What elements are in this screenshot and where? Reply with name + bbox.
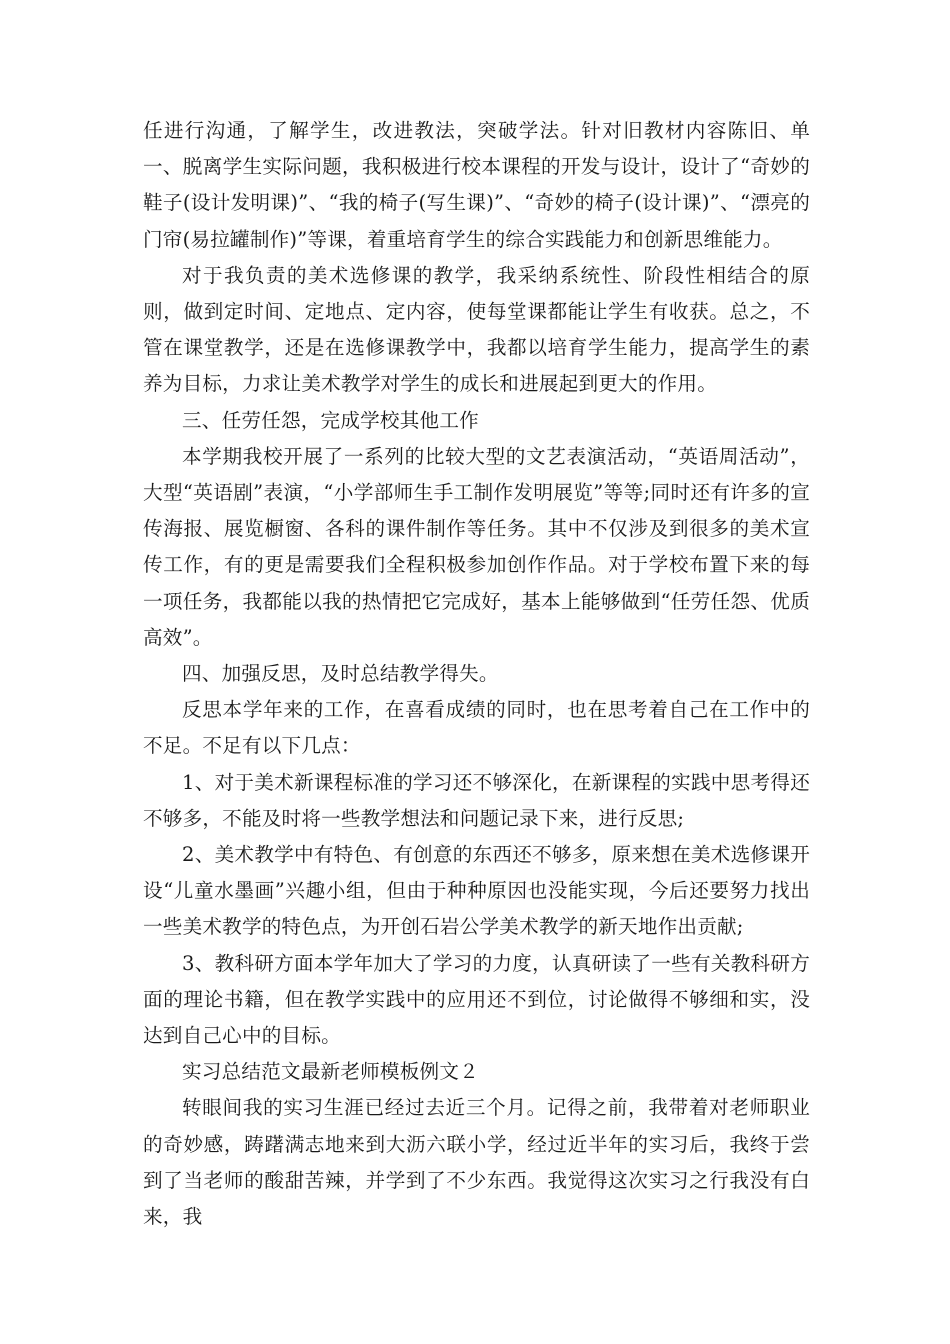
section-heading: 三、任劳任怨，完成学校其他工作 xyxy=(182,408,479,432)
paragraph: 任进行沟通，了解学生，改进教法，突破学法。针对旧教材内容陈旧、单一、脱离学生实际问题，我积极进行校本课程的开发与设计，设计了“奇妙的鞋子(设计发明课)”、“我的椅子(写生课)”、“奇妙的椅子(设计课)”、“漂亮的门帘(易拉罐制作)”等课，着重培育学生的综合实践能力和创新思维能力。 xyxy=(143,119,810,251)
article-title: 实习总结范文最新老师模板例文２ xyxy=(182,1060,479,1084)
list-item: 2、美术教学中有特色、有创意的东西还不够多，原来想在美术选修课开设“儿童水墨画”兴趣小组，但由于种种原因也没能实现，今后还要努力找出一些美术教学的特色点，为开创石岩公学美术教学的新天地作出贡献; xyxy=(143,843,810,939)
list-item: 3、教科研方面本学年加大了学习的力度，认真研读了一些有关教科研方面的理论书籍，但在教学实践中的应用还不到位，讨论做得不够细和实，没达到自己心中的目标。 xyxy=(143,951,810,1048)
document-body xyxy=(143,113,810,1235)
paragraph: 转眼间我的实习生涯已经过去近三个月。记得之前，我带着对老师职业的奇妙感，踌躇满志地来到大沥六联小学，经过近半年的实习后，我终于尝到了当老师的酸甜苦辣，并学到了不少东西。我觉得这次实习之行我没有白来，我 xyxy=(143,1096,810,1229)
paragraph: 反思本学年来的工作，在喜看成绩的同时，也在思考着自己在工作中的不足。不足有以下几点： xyxy=(143,698,810,758)
list-item: 1、对于美术新课程标准的学习还不够深化，在新课程的实践中思考得还不够多，不能及时将一些教学想法和问题记录下来，进行反思; xyxy=(143,770,810,830)
section-heading: 四、加强反思，及时总结教学得失。 xyxy=(182,662,499,686)
paragraph: 对于我负责的美术选修课的教学，我采纳系统性、阶段性相结合的原则，做到定时间、定地点、定内容，使每堂课都能让学生有收获。总之，不管在课堂教学，还是在选修课教学中，我都以培育学生能力，提高学生的素养为目标，力求让美术教学对学生的成长和进展起到更大的作用。 xyxy=(143,263,810,396)
paragraph: 本学期我校开展了一系列的比较大型的文艺表演活动，“英语周活动”，大型“英语剧”表演，“小学部师生手工制作发明展览”等等;同时还有许多的宣传海报、展览橱窗、各科的课件制作等任务。其中不仅涉及到很多的美术宣传工作，有的更是需要我们全程积极参加创作作品。对于学校布置下来的每一项任务，我都能以我的热情把它完成好，基本上能够做到“任劳任怨、优质高效”。 xyxy=(143,444,810,649)
